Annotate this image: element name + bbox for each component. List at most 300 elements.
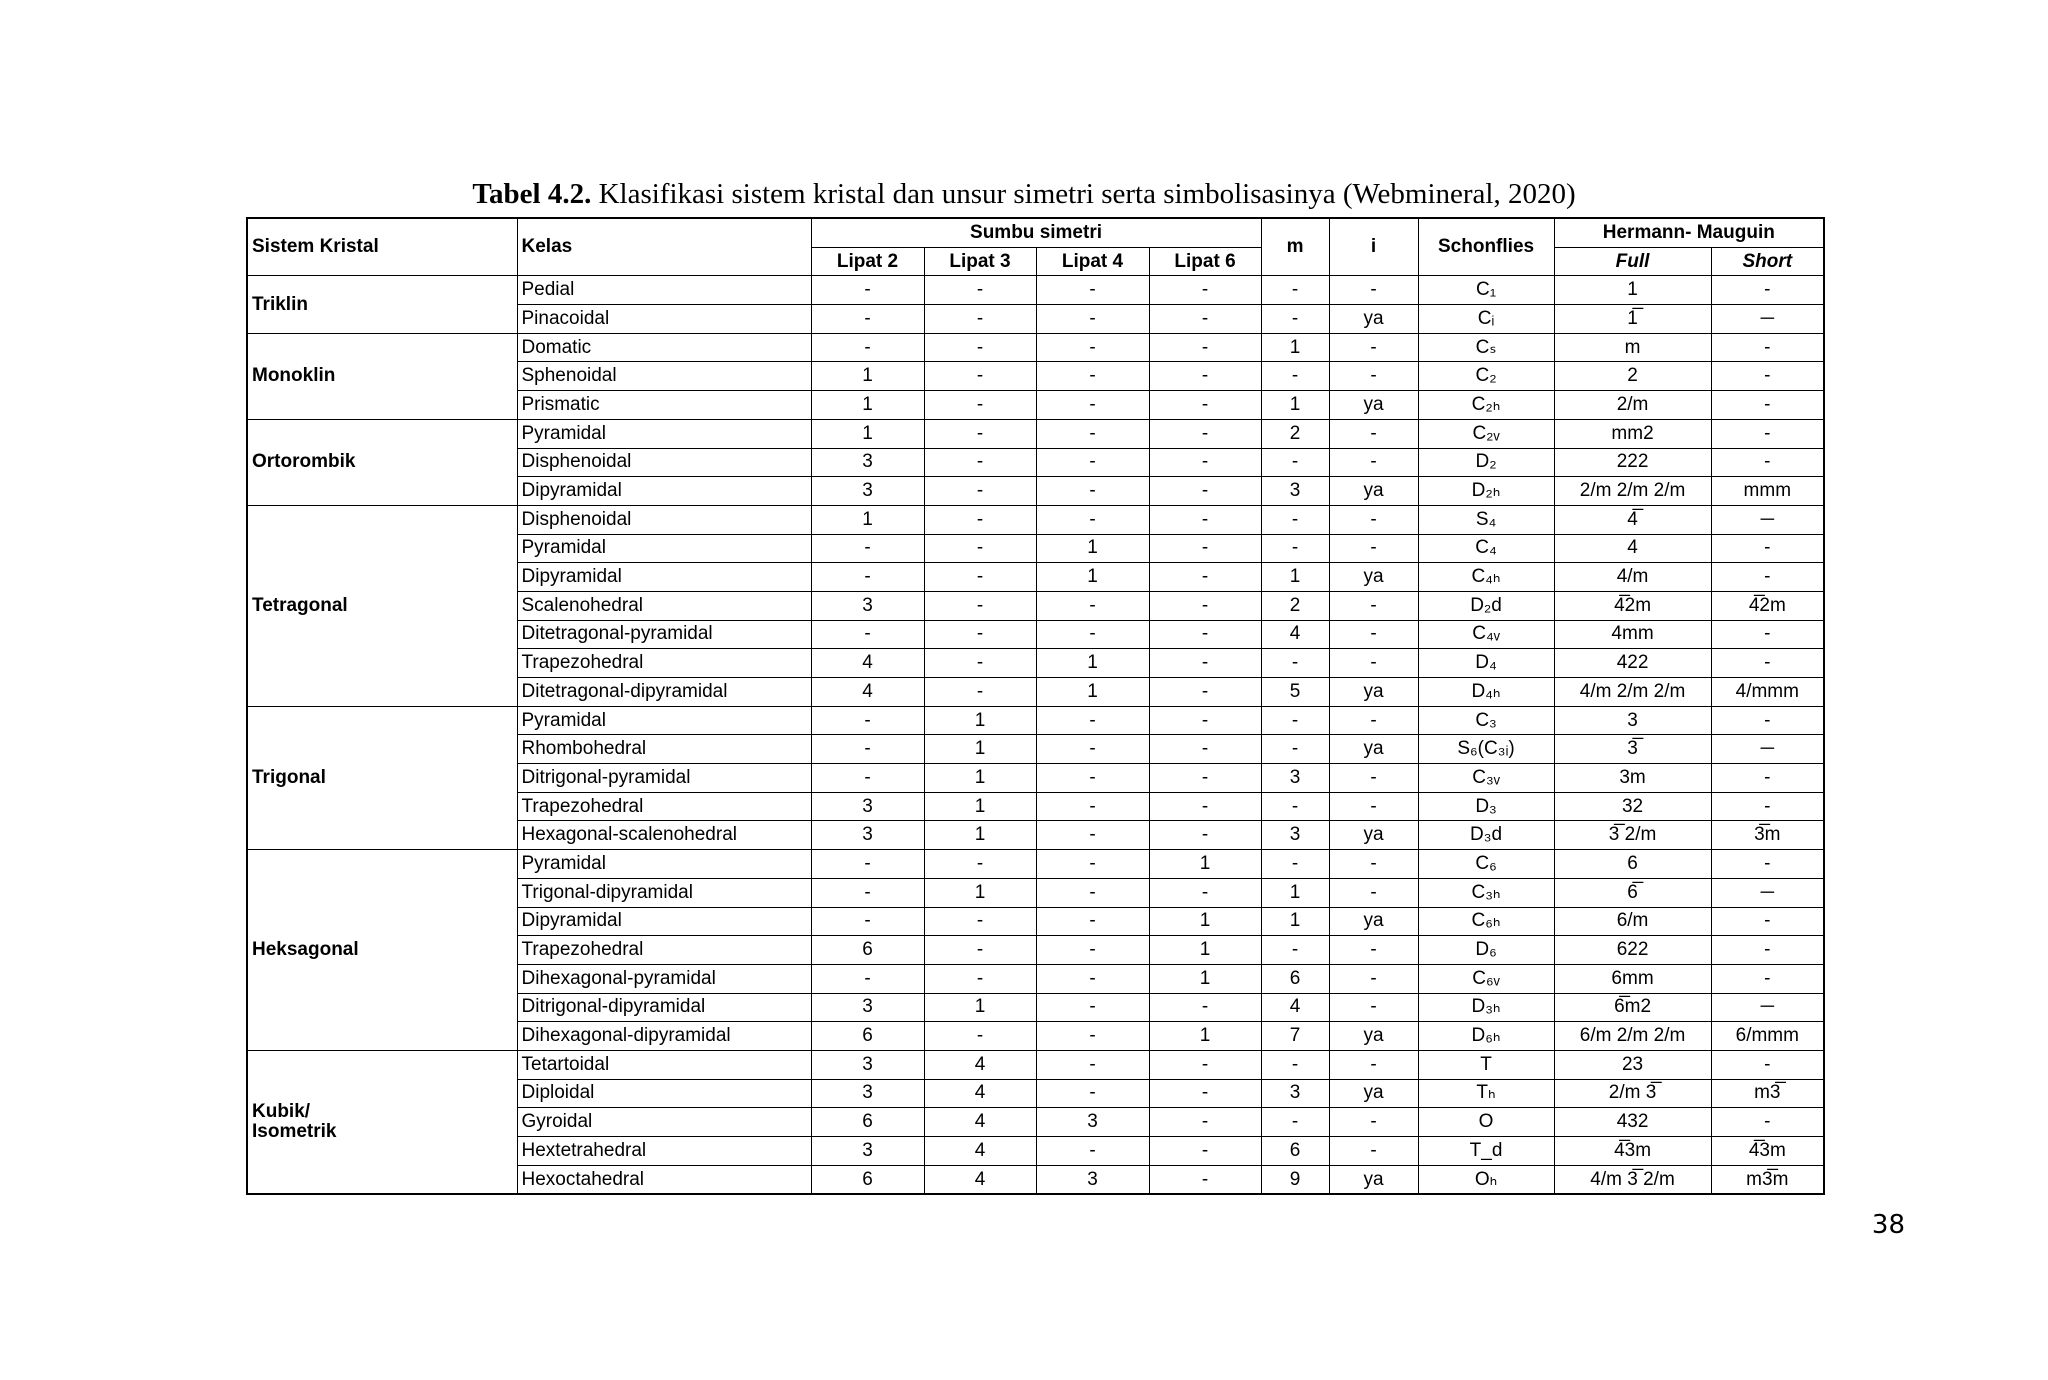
lipat-6-cell: - <box>1149 591 1261 620</box>
lipat-3-cell: - <box>924 419 1036 448</box>
schonflies-cell: C₄ᵥ <box>1418 620 1554 649</box>
lipat-3-cell: 1 <box>924 993 1036 1022</box>
m-cell: 3 <box>1261 764 1329 793</box>
schonflies-cell: D₄ₕ <box>1418 678 1554 707</box>
schonflies-cell: Oₕ <box>1418 1165 1554 1194</box>
class-cell: Gyroidal <box>517 1108 811 1137</box>
lipat-2-cell: 1 <box>811 505 924 534</box>
i-cell: ya <box>1329 1022 1418 1051</box>
lipat-3-cell: 4 <box>924 1050 1036 1079</box>
m-cell: - <box>1261 936 1329 965</box>
schonflies-cell: C₄ <box>1418 534 1554 563</box>
class-cell: Hexoctahedral <box>517 1165 811 1194</box>
table-row <box>247 850 1824 879</box>
i-cell: - <box>1329 419 1418 448</box>
m-cell: 6 <box>1261 964 1329 993</box>
i-cell: ya <box>1329 305 1418 334</box>
header-lipat-3: Lipat 3 <box>924 247 1036 276</box>
lipat-6-cell: - <box>1149 620 1261 649</box>
lipat-6-cell: - <box>1149 649 1261 678</box>
hm-short-cell: - <box>1711 1108 1824 1137</box>
schonflies-cell: C₆ₕ <box>1418 907 1554 936</box>
lipat-4-cell: - <box>1036 620 1149 649</box>
header-lipat-6: Lipat 6 <box>1149 247 1261 276</box>
hm-short-cell: m3̅m <box>1711 1165 1824 1194</box>
hm-full-cell: 222 <box>1554 448 1711 477</box>
hm-short-cell: ─ <box>1711 993 1824 1022</box>
class-cell: Dipyramidal <box>517 563 811 592</box>
hm-full-cell: 2/m 2/m 2/m <box>1554 477 1711 506</box>
header-schonflies: Schonflies <box>1418 218 1554 276</box>
i-cell: - <box>1329 792 1418 821</box>
hm-full-cell: 6 <box>1554 850 1711 879</box>
lipat-4-cell: 3 <box>1036 1108 1149 1137</box>
i-cell: - <box>1329 1137 1418 1166</box>
lipat-6-cell: - <box>1149 678 1261 707</box>
schonflies-cell: C₁ <box>1418 276 1554 305</box>
class-cell: Diploidal <box>517 1079 811 1108</box>
lipat-3-cell: - <box>924 591 1036 620</box>
table-row <box>247 419 1824 448</box>
lipat-2-cell: 3 <box>811 993 924 1022</box>
lipat-2-cell: 3 <box>811 591 924 620</box>
lipat-6-cell: - <box>1149 305 1261 334</box>
hm-short-cell: - <box>1711 936 1824 965</box>
lipat-6-cell: - <box>1149 419 1261 448</box>
i-cell: - <box>1329 1050 1418 1079</box>
lipat-6-cell: - <box>1149 993 1261 1022</box>
hm-short-cell: - <box>1711 362 1824 391</box>
hm-short-cell: - <box>1711 620 1824 649</box>
schonflies-cell: D₂ <box>1418 448 1554 477</box>
lipat-3-cell: - <box>924 620 1036 649</box>
lipat-6-cell: - <box>1149 276 1261 305</box>
hm-full-cell: 32 <box>1554 792 1711 821</box>
system-cell: Tetragonal <box>247 505 517 706</box>
hm-short-cell: - <box>1711 276 1824 305</box>
lipat-2-cell: - <box>811 276 924 305</box>
m-cell: - <box>1261 362 1329 391</box>
lipat-4-cell: - <box>1036 305 1149 334</box>
lipat-6-cell: 1 <box>1149 907 1261 936</box>
hm-short-cell: - <box>1711 391 1824 420</box>
table-body <box>247 276 1824 1195</box>
lipat-4-cell: - <box>1036 391 1149 420</box>
i-cell: ya <box>1329 1165 1418 1194</box>
lipat-6-cell: - <box>1149 362 1261 391</box>
schonflies-cell: C₆ <box>1418 850 1554 879</box>
class-cell: Rhombohedral <box>517 735 811 764</box>
hm-full-cell: mm2 <box>1554 419 1711 448</box>
lipat-3-cell: - <box>924 448 1036 477</box>
lipat-3-cell: - <box>924 505 1036 534</box>
m-cell: 7 <box>1261 1022 1329 1051</box>
hm-short-cell: ─ <box>1711 305 1824 334</box>
lipat-6-cell: - <box>1149 706 1261 735</box>
schonflies-cell: D₃d <box>1418 821 1554 850</box>
lipat-4-cell: - <box>1036 993 1149 1022</box>
i-cell: - <box>1329 850 1418 879</box>
class-cell: Sphenoidal <box>517 362 811 391</box>
lipat-6-cell: 1 <box>1149 1022 1261 1051</box>
hm-short-cell: - <box>1711 563 1824 592</box>
lipat-2-cell: 3 <box>811 1137 924 1166</box>
table-row <box>247 706 1824 735</box>
hm-full-cell: 1 <box>1554 276 1711 305</box>
table-caption <box>0 178 2048 211</box>
lipat-3-cell: 4 <box>924 1165 1036 1194</box>
system-cell: Ortorombik <box>247 419 517 505</box>
lipat-2-cell: - <box>811 907 924 936</box>
hm-full-cell: 4/m 2/m 2/m <box>1554 678 1711 707</box>
schonflies-cell: Cₛ <box>1418 333 1554 362</box>
schonflies-cell: T_d <box>1418 1137 1554 1166</box>
caption-text: Klasifikasi sistem kristal dan unsur simetri serta simbolisasinya (Webmineral, 2020) <box>591 178 1576 210</box>
lipat-6-cell: - <box>1149 534 1261 563</box>
caption-label: Tabel 4.2. <box>472 178 592 210</box>
schonflies-cell: O <box>1418 1108 1554 1137</box>
i-cell: - <box>1329 505 1418 534</box>
lipat-3-cell: - <box>924 333 1036 362</box>
lipat-4-cell: - <box>1036 591 1149 620</box>
lipat-4-cell: - <box>1036 448 1149 477</box>
lipat-2-cell: 1 <box>811 391 924 420</box>
header-lipat-4: Lipat 4 <box>1036 247 1149 276</box>
lipat-2-cell: - <box>811 964 924 993</box>
schonflies-cell: C₃ <box>1418 706 1554 735</box>
i-cell: ya <box>1329 821 1418 850</box>
class-cell: Pinacoidal <box>517 305 811 334</box>
i-cell: ya <box>1329 907 1418 936</box>
hm-full-cell: 4̅2m <box>1554 591 1711 620</box>
m-cell: 1 <box>1261 907 1329 936</box>
lipat-2-cell: - <box>811 878 924 907</box>
lipat-4-cell: - <box>1036 333 1149 362</box>
class-cell: Hextetrahedral <box>517 1137 811 1166</box>
m-cell: - <box>1261 1108 1329 1137</box>
hm-short-cell: - <box>1711 419 1824 448</box>
lipat-4-cell: 1 <box>1036 563 1149 592</box>
lipat-2-cell: - <box>811 305 924 334</box>
lipat-6-cell: - <box>1149 1079 1261 1108</box>
hm-full-cell: 6̅m2 <box>1554 993 1711 1022</box>
m-cell: - <box>1261 448 1329 477</box>
i-cell: ya <box>1329 735 1418 764</box>
system-cell: Trigonal <box>247 706 517 849</box>
hm-short-cell: - <box>1711 649 1824 678</box>
hm-short-cell: m3̅ <box>1711 1079 1824 1108</box>
lipat-3-cell: 1 <box>924 792 1036 821</box>
lipat-6-cell: - <box>1149 764 1261 793</box>
hm-full-cell: 3m <box>1554 764 1711 793</box>
hm-full-cell: 3̅ <box>1554 735 1711 764</box>
schonflies-cell: D₃ <box>1418 792 1554 821</box>
lipat-4-cell: - <box>1036 735 1149 764</box>
lipat-2-cell: 4 <box>811 678 924 707</box>
hm-short-cell: - <box>1711 333 1824 362</box>
table-row <box>247 276 1824 305</box>
class-cell: Prismatic <box>517 391 811 420</box>
schonflies-cell: D₆ₕ <box>1418 1022 1554 1051</box>
hm-full-cell: 6mm <box>1554 964 1711 993</box>
m-cell: - <box>1261 1050 1329 1079</box>
hm-short-cell: 4̅2m <box>1711 591 1824 620</box>
class-cell: Domatic <box>517 333 811 362</box>
lipat-6-cell: 1 <box>1149 936 1261 965</box>
hm-full-cell: 4 <box>1554 534 1711 563</box>
lipat-2-cell: 3 <box>811 1050 924 1079</box>
m-cell: 3 <box>1261 477 1329 506</box>
lipat-2-cell: 1 <box>811 419 924 448</box>
lipat-2-cell: 6 <box>811 1165 924 1194</box>
class-cell: Trigonal-dipyramidal <box>517 878 811 907</box>
schonflies-cell: C₄ₕ <box>1418 563 1554 592</box>
lipat-6-cell: - <box>1149 735 1261 764</box>
class-cell: Hexagonal-scalenohedral <box>517 821 811 850</box>
class-cell: Pedial <box>517 276 811 305</box>
lipat-2-cell: - <box>811 620 924 649</box>
header-row-1 <box>247 218 1824 247</box>
m-cell: - <box>1261 850 1329 879</box>
schonflies-cell: D₃ₕ <box>1418 993 1554 1022</box>
lipat-2-cell: 3 <box>811 477 924 506</box>
schonflies-cell: C₂ <box>1418 362 1554 391</box>
lipat-4-cell: - <box>1036 764 1149 793</box>
hm-short-cell: - <box>1711 706 1824 735</box>
i-cell: - <box>1329 1108 1418 1137</box>
schonflies-cell: Cᵢ <box>1418 305 1554 334</box>
lipat-3-cell: - <box>924 276 1036 305</box>
class-cell: Pyramidal <box>517 850 811 879</box>
lipat-4-cell: - <box>1036 821 1149 850</box>
class-cell: Trapezohedral <box>517 936 811 965</box>
m-cell: 4 <box>1261 620 1329 649</box>
lipat-3-cell: - <box>924 964 1036 993</box>
lipat-4-cell: 3 <box>1036 1165 1149 1194</box>
lipat-4-cell: - <box>1036 907 1149 936</box>
i-cell: ya <box>1329 391 1418 420</box>
header-hermann-mauguin: Hermann- Mauguin <box>1554 218 1824 247</box>
i-cell: - <box>1329 276 1418 305</box>
lipat-4-cell: - <box>1036 878 1149 907</box>
class-cell: Pyramidal <box>517 419 811 448</box>
m-cell: - <box>1261 534 1329 563</box>
hm-short-cell: 6/mmm <box>1711 1022 1824 1051</box>
lipat-3-cell: 1 <box>924 764 1036 793</box>
i-cell: - <box>1329 333 1418 362</box>
hm-short-cell: - <box>1711 907 1824 936</box>
i-cell: - <box>1329 706 1418 735</box>
hm-short-cell: - <box>1711 964 1824 993</box>
hm-full-cell: 2/m <box>1554 391 1711 420</box>
lipat-2-cell: - <box>811 534 924 563</box>
lipat-2-cell: 3 <box>811 792 924 821</box>
lipat-3-cell: 4 <box>924 1079 1036 1108</box>
lipat-2-cell: 3 <box>811 1079 924 1108</box>
header-sistem: Sistem Kristal <box>247 218 517 276</box>
m-cell: - <box>1261 305 1329 334</box>
i-cell: - <box>1329 878 1418 907</box>
hm-full-cell: 3 <box>1554 706 1711 735</box>
lipat-6-cell: - <box>1149 1165 1261 1194</box>
hm-short-cell: 3̅m <box>1711 821 1824 850</box>
m-cell: 4 <box>1261 993 1329 1022</box>
hm-short-cell: 4̅3m <box>1711 1137 1824 1166</box>
class-cell: Trapezohedral <box>517 649 811 678</box>
m-cell: - <box>1261 792 1329 821</box>
lipat-6-cell: - <box>1149 333 1261 362</box>
lipat-2-cell: 6 <box>811 936 924 965</box>
hm-full-cell: 4mm <box>1554 620 1711 649</box>
i-cell: - <box>1329 649 1418 678</box>
lipat-2-cell: - <box>811 333 924 362</box>
i-cell: ya <box>1329 1079 1418 1108</box>
class-cell: Trapezohedral <box>517 792 811 821</box>
lipat-6-cell: 1 <box>1149 964 1261 993</box>
system-cell: Monoklin <box>247 333 517 419</box>
lipat-4-cell: 1 <box>1036 678 1149 707</box>
class-cell: Ditrigonal-dipyramidal <box>517 993 811 1022</box>
schonflies-cell: S₆(C₃ᵢ) <box>1418 735 1554 764</box>
m-cell: 2 <box>1261 419 1329 448</box>
header-sumbu-simetri: Sumbu simetri <box>811 218 1261 247</box>
m-cell: 2 <box>1261 591 1329 620</box>
hm-short-cell: - <box>1711 850 1824 879</box>
m-cell: 3 <box>1261 1079 1329 1108</box>
lipat-2-cell: - <box>811 706 924 735</box>
schonflies-cell: D₂d <box>1418 591 1554 620</box>
hm-full-cell: 4/m <box>1554 563 1711 592</box>
header-kelas: Kelas <box>517 218 811 276</box>
lipat-4-cell: - <box>1036 419 1149 448</box>
hm-short-cell: - <box>1711 448 1824 477</box>
schonflies-cell: D₂ₕ <box>1418 477 1554 506</box>
lipat-6-cell: - <box>1149 391 1261 420</box>
hm-full-cell: 622 <box>1554 936 1711 965</box>
m-cell: - <box>1261 706 1329 735</box>
class-cell: Dipyramidal <box>517 907 811 936</box>
hm-short-cell: - <box>1711 1050 1824 1079</box>
lipat-2-cell: 3 <box>811 821 924 850</box>
lipat-3-cell: - <box>924 850 1036 879</box>
lipat-4-cell: - <box>1036 362 1149 391</box>
lipat-2-cell: - <box>811 563 924 592</box>
lipat-2-cell: 6 <box>811 1108 924 1137</box>
i-cell: - <box>1329 993 1418 1022</box>
lipat-4-cell: - <box>1036 792 1149 821</box>
hm-full-cell: 23 <box>1554 1050 1711 1079</box>
class-cell: Ditetragonal-pyramidal <box>517 620 811 649</box>
lipat-3-cell: 4 <box>924 1108 1036 1137</box>
hm-full-cell: 422 <box>1554 649 1711 678</box>
m-cell: - <box>1261 276 1329 305</box>
i-cell: - <box>1329 764 1418 793</box>
schonflies-cell: C₂ᵥ <box>1418 419 1554 448</box>
lipat-4-cell: - <box>1036 1137 1149 1166</box>
class-cell: Ditetragonal-dipyramidal <box>517 678 811 707</box>
header-m: m <box>1261 218 1329 276</box>
schonflies-cell: D₆ <box>1418 936 1554 965</box>
hm-full-cell: 3̅ 2/m <box>1554 821 1711 850</box>
lipat-4-cell: - <box>1036 936 1149 965</box>
lipat-4-cell: - <box>1036 1079 1149 1108</box>
lipat-3-cell: 1 <box>924 706 1036 735</box>
lipat-3-cell: 1 <box>924 878 1036 907</box>
lipat-4-cell: - <box>1036 477 1149 506</box>
lipat-4-cell: - <box>1036 1050 1149 1079</box>
lipat-3-cell: - <box>924 649 1036 678</box>
header-i: i <box>1329 218 1418 276</box>
lipat-2-cell: - <box>811 764 924 793</box>
class-cell: Scalenohedral <box>517 591 811 620</box>
hm-short-cell: ─ <box>1711 878 1824 907</box>
header-short: Short <box>1711 247 1824 276</box>
lipat-6-cell: - <box>1149 563 1261 592</box>
m-cell: - <box>1261 649 1329 678</box>
lipat-3-cell: - <box>924 936 1036 965</box>
class-cell: Disphenoidal <box>517 505 811 534</box>
lipat-3-cell: - <box>924 362 1036 391</box>
hm-full-cell: 4̅3m <box>1554 1137 1711 1166</box>
lipat-4-cell: - <box>1036 1022 1149 1051</box>
hm-full-cell: 2 <box>1554 362 1711 391</box>
lipat-3-cell: - <box>924 534 1036 563</box>
lipat-4-cell: - <box>1036 505 1149 534</box>
lipat-6-cell: - <box>1149 1108 1261 1137</box>
lipat-3-cell: - <box>924 907 1036 936</box>
class-cell: Dihexagonal-pyramidal <box>517 964 811 993</box>
class-cell: Dihexagonal-dipyramidal <box>517 1022 811 1051</box>
header-full: Full <box>1554 247 1711 276</box>
lipat-6-cell: - <box>1149 821 1261 850</box>
hm-short-cell: ─ <box>1711 735 1824 764</box>
class-cell: Ditrigonal-pyramidal <box>517 764 811 793</box>
lipat-4-cell: - <box>1036 706 1149 735</box>
table-row <box>247 1050 1824 1079</box>
hm-full-cell: 2/m 3̅ <box>1554 1079 1711 1108</box>
schonflies-cell: C₆ᵥ <box>1418 964 1554 993</box>
hm-full-cell: m <box>1554 333 1711 362</box>
i-cell: - <box>1329 936 1418 965</box>
page-number: 38 <box>1871 1210 1905 1240</box>
lipat-6-cell: - <box>1149 477 1261 506</box>
lipat-3-cell: - <box>924 477 1036 506</box>
lipat-6-cell: - <box>1149 1050 1261 1079</box>
i-cell: ya <box>1329 678 1418 707</box>
hm-short-cell: ─ <box>1711 505 1824 534</box>
class-cell: Disphenoidal <box>517 448 811 477</box>
lipat-3-cell: - <box>924 305 1036 334</box>
i-cell: - <box>1329 964 1418 993</box>
lipat-6-cell: - <box>1149 792 1261 821</box>
hm-short-cell: - <box>1711 764 1824 793</box>
hm-short-cell: 4/mmm <box>1711 678 1824 707</box>
m-cell: 3 <box>1261 821 1329 850</box>
hm-short-cell: mmm <box>1711 477 1824 506</box>
i-cell: - <box>1329 620 1418 649</box>
schonflies-cell: S₄ <box>1418 505 1554 534</box>
m-cell: 1 <box>1261 333 1329 362</box>
class-cell: Dipyramidal <box>517 477 811 506</box>
class-cell: Pyramidal <box>517 534 811 563</box>
lipat-3-cell: - <box>924 391 1036 420</box>
schonflies-cell: D₄ <box>1418 649 1554 678</box>
schonflies-cell: T <box>1418 1050 1554 1079</box>
lipat-4-cell: 1 <box>1036 534 1149 563</box>
header-lipat-2: Lipat 2 <box>811 247 924 276</box>
class-cell: Pyramidal <box>517 706 811 735</box>
system-cell: Kubik/ Isometrik <box>247 1050 517 1194</box>
